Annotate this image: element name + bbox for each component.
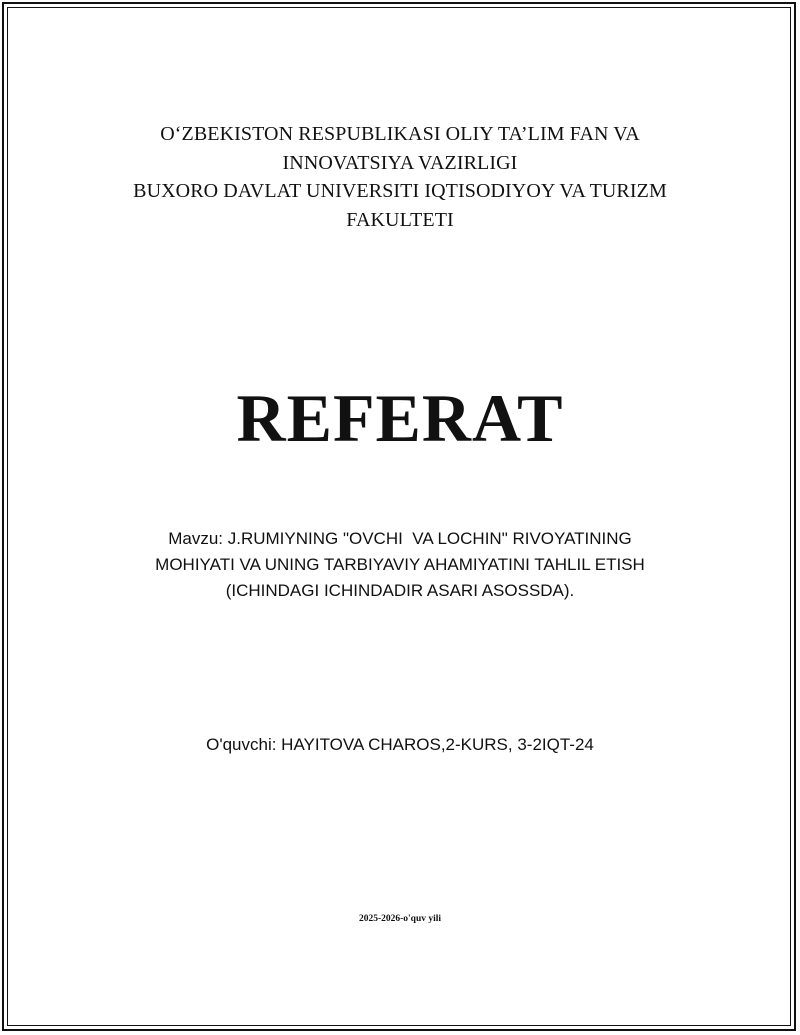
institution-header <box>0 120 800 234</box>
topic-line-3: (ICHINDAGI ICHINDADIR ASARI ASOSSDA). <box>225 581 575 600</box>
header-line-4: FAKULTETI <box>346 208 454 231</box>
topic-block <box>0 526 800 604</box>
student-info: O'quvchi: HAYITOVA CHAROS,2-KURS, 3-2IQT-24 <box>206 735 594 754</box>
header-line-3: BUXORO DAVLAT UNIVERSITI IQTISODIYOY VA TURIZM <box>133 180 667 202</box>
header-line-1: O‘ZBEKISTON RESPUBLIKASI OLIY TA’LIM FAN VA <box>160 123 640 145</box>
topic-line-1: Mavzu: J.RUMIYNING "OVCHI VA LOCHIN" RIVOYATINING <box>168 529 632 548</box>
header-line-2: INNOVATSIYA VAZIRLIGI <box>282 151 518 174</box>
academic-year: 2025-2026-o'quv yili <box>358 914 442 924</box>
document-title: REFERAT <box>236 380 564 456</box>
topic-line-2: MOHIYATI VA UNING TARBIYAVIY AHAMIYATINI TAHLIL ETISH <box>155 555 645 574</box>
